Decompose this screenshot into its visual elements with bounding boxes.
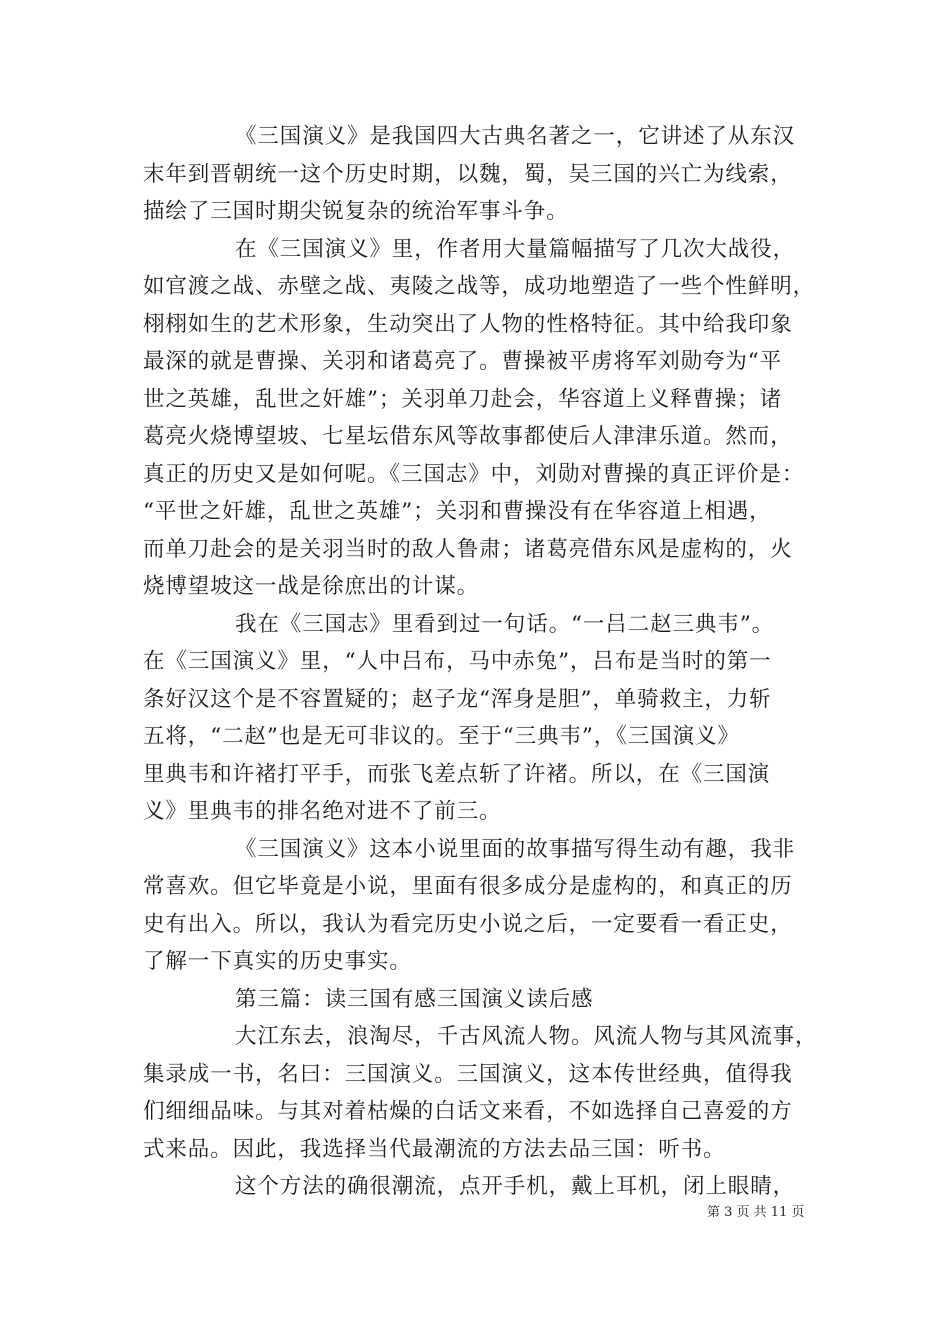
text-line: 而单刀赴会的是关羽当时的敌人鲁肃；诸葛亮借东风是虚构的，火 [143, 536, 793, 562]
text-line: 五将，“二赵”也是无可非议的。至于“三典韦”，《三国演义》 [143, 724, 740, 749]
text-line: 栩栩如生的艺术形象，生动突出了人物的性格特征。其中给我印象 [143, 311, 793, 337]
text-line: 在《三国演义》里，作者用大量篇幅描写了几次大战役， [235, 236, 796, 262]
text-line: 我在《三国志》里看到过一句话。“一吕二赵三典韦”。 [235, 611, 774, 637]
text-line: 义》里典韦的排名绝对进不了前三。 [143, 799, 502, 824]
text-line: 集录成一书，名曰：三国演义。三国演义，这本传世经典，值得我 [143, 1061, 793, 1087]
text-line: 条好汉这个是不容置疑的；赵子龙“浑身是胆”，单骑救主，力斩 [143, 686, 772, 712]
text-line: 这个方法的确很潮流，点开手机，戴上耳机，闭上眼睛， [235, 1174, 796, 1199]
text-line: 末年到晋朝统一这个历史时期，以魏，蜀，吴三国的兴亡为线索， [143, 161, 793, 187]
page-number-footer: 第 3 页 共 11 页 [707, 1205, 805, 1220]
text-line: 常喜欢。但它毕竟是小说，里面有很多成分是虚构的，和真正的历 [143, 874, 793, 899]
text-line: 大江东去，浪淘尽，千古风流人物。风流人物与其风流事， [235, 1024, 818, 1049]
text-line: 《三国演义》是我国四大古典名著之一，它讲述了从东汉 [235, 124, 796, 149]
text-line: 烧博望坡这一战是徐庶出的计谋。 [143, 574, 480, 599]
text-line: 最深的就是曹操、关羽和诸葛亮了。曹操被平虏将军刘勋夸为“平 [143, 349, 783, 374]
text-line: 史有出入。所以，我认为看完历史小说之后，一定要看一看正史， [143, 911, 793, 937]
text-line: 第三篇：读三国有感三国演义读后感 [235, 986, 594, 1012]
text-line: 在《三国演义》里，“人中吕布，马中赤兔”，吕布是当时的第一 [143, 649, 772, 674]
text-line: 里典韦和许褚打平手，而张飞差点斩了许褚。所以，在《三国演 [143, 761, 771, 787]
text-line: 葛亮火烧博望坡、七星坛借东风等故事都使后人津津乐道。然而， [143, 424, 793, 449]
text-line: 了解一下真实的历史事实。 [143, 949, 412, 974]
text-line: 们细细品味。与其对着枯燥的白话文来看，不如选择自己喜爱的方 [143, 1099, 793, 1124]
text-line: 式来品。因此，我选择当代最潮流的方法去品三国：听书。 [143, 1136, 726, 1162]
text-line: 世之英雄，乱世之奸雄”；关羽单刀赴会，华容道上义释曹操；诸 [143, 386, 783, 412]
text-line: 真正的历史又是如何呢。《三国志》中，刘勋对曹操的真正评价是： [143, 461, 805, 487]
body-text [143, 118, 818, 1206]
text-line: 描绘了三国时期尖锐复杂的统治军事斗争。 [143, 199, 569, 224]
text-line: “平世之奸雄，乱世之英雄”；关羽和曹操没有在华容道上相遇， [143, 499, 772, 524]
text-line: 《三国演义》这本小说里面的故事描写得生动有趣，我非 [235, 836, 796, 862]
text-line: 如官渡之战、赤壁之战、夷陵之战等，成功地塑造了一些个性鲜明， [143, 274, 816, 299]
